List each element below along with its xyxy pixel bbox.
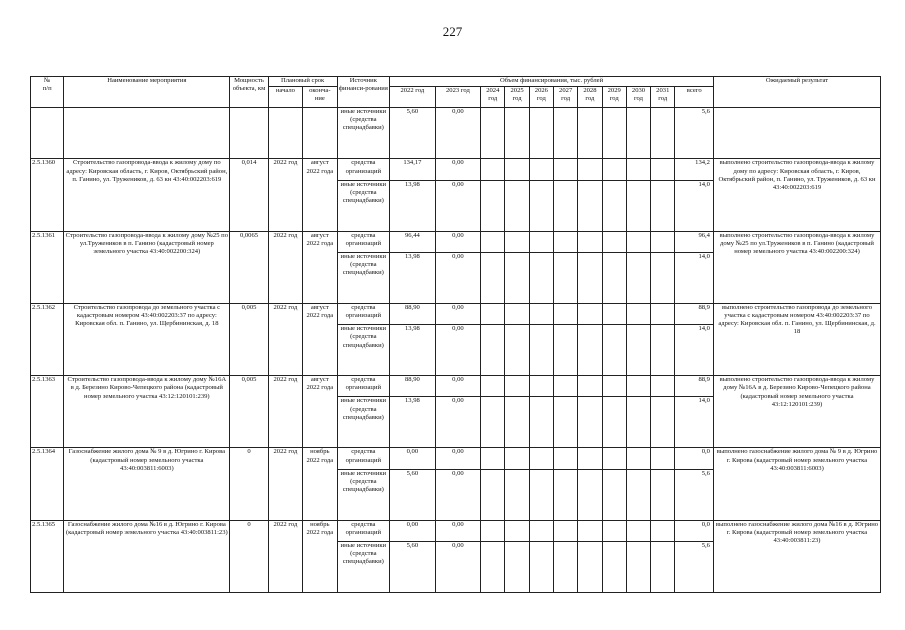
cell-empty (481, 325, 505, 376)
cell-total: 5,6 (675, 541, 714, 592)
header-year: 2027 год (554, 87, 578, 107)
cell-end: август 2022 года (303, 159, 337, 231)
cell-empty (481, 376, 505, 397)
cell-source: средства организаций (337, 520, 390, 541)
cell-value-2023: 0,00 (435, 397, 481, 448)
cell-value-2022: 88,90 (390, 376, 436, 397)
header-start: начало (268, 87, 302, 107)
cell-id: 2.5.1364 (31, 448, 64, 520)
cell-empty (578, 520, 602, 541)
table-row (31, 159, 881, 180)
header-year: 2030 год (626, 87, 650, 107)
cell-value-2022: 0,00 (390, 448, 436, 469)
header-year: 2025 год (505, 87, 529, 107)
cell-name: Строительство газопровода-ввода к жилому дому по адресу: Кировская область, г. Киров, Октябрьский район, п. Ганино, ул. Тружеников, д. 63 кн 43:40:002203:619 (64, 159, 230, 231)
cell-empty (602, 469, 626, 520)
cell-empty (578, 325, 602, 376)
cell-empty (626, 253, 650, 304)
cell-source: средства организаций (337, 376, 390, 397)
cell-source: средства организаций (337, 303, 390, 324)
header-plan-term: Плановый срок (268, 77, 337, 87)
cell-value-2023: 0,00 (435, 303, 481, 324)
cell-empty (554, 325, 578, 376)
table-row (31, 376, 881, 397)
cell-start: 2022 год (268, 303, 302, 375)
header-year: 2023 год (435, 87, 481, 107)
cell-empty (505, 448, 529, 469)
cell-empty (268, 107, 302, 159)
cell-empty (602, 231, 626, 252)
cell-empty (554, 448, 578, 469)
cell-source: средства организаций (337, 159, 390, 180)
cell-empty (651, 448, 675, 469)
cell-value-2022: 88,90 (390, 303, 436, 324)
cell-empty (505, 180, 529, 231)
cell-empty (578, 303, 602, 324)
cell-empty (505, 303, 529, 324)
cell-capacity: 0,005 (230, 303, 268, 375)
cell-empty (529, 520, 553, 541)
cell-empty (651, 253, 675, 304)
cell-start: 2022 год (268, 448, 302, 520)
cell-empty (651, 397, 675, 448)
cell-start: 2022 год (268, 231, 302, 303)
cell-empty (64, 107, 230, 159)
cell-value-2022: 13,98 (390, 397, 436, 448)
header-name: Наименование мероприятия (64, 77, 230, 108)
cell-start: 2022 год (268, 159, 302, 231)
cell-empty (481, 253, 505, 304)
cell-result: выполнено строительство газопровода-ввода к жилому дому №25 по ул.Тружеников в п. Ганино (кадастровый номер земельного участка 43:40:002200:324) (713, 231, 880, 303)
cell-empty (578, 397, 602, 448)
cell-value-2023: 0,00 (435, 231, 481, 252)
cell-capacity: 0 (230, 520, 268, 592)
cell-total: 88,9 (675, 376, 714, 397)
cell-name: Строительство газопровода до земельного участка с кадастровым номером 43:40:002203:37 по адресу: Кировская обл. п. Ганино, ул. Щербининская, д. 18 (64, 303, 230, 375)
header-num: № п/п (31, 77, 64, 108)
cell-empty (554, 180, 578, 231)
cell-empty (481, 520, 505, 541)
cell-start: 2022 год (268, 520, 302, 592)
cell-empty (554, 231, 578, 252)
cell-empty (529, 231, 553, 252)
cell-empty (626, 325, 650, 376)
cell-empty (602, 541, 626, 592)
cell-empty (626, 231, 650, 252)
cell-empty (481, 397, 505, 448)
cell-empty (529, 376, 553, 397)
cell-empty (554, 520, 578, 541)
cell-source: иные источники (средства спецнадбавки) (337, 469, 390, 520)
cell-empty (481, 159, 505, 180)
cell-total: 14,0 (675, 397, 714, 448)
cell-empty (602, 376, 626, 397)
cell-total: 96,4 (675, 231, 714, 252)
cell-empty (651, 231, 675, 252)
table-row (31, 303, 881, 324)
cell-value-2023: 0,00 (435, 520, 481, 541)
page-number: 227 (442, 24, 463, 39)
cell-value-2022: 96,44 (390, 231, 436, 252)
cell-empty (554, 159, 578, 180)
cell-empty (713, 107, 880, 159)
cell-empty (529, 159, 553, 180)
cell-total: 5,6 (675, 107, 714, 159)
cell-empty (481, 541, 505, 592)
cell-name: Строительство газопровода-ввода к жилому дому №25 по ул.Тружеников в п. Ганино (кадастровый номер земельного участка 43:40:002200:324) (64, 231, 230, 303)
cell-value-2023: 0,00 (435, 325, 481, 376)
cell-name: Строительство газопровода-ввода к жилому дому №16А в д. Березино Кирово-Чепецкого района (кадастровый номер земельного участка 43:12:120101:239) (64, 376, 230, 448)
table-row (31, 231, 881, 252)
cell-total: 0,0 (675, 520, 714, 541)
cell-empty (578, 231, 602, 252)
cell-total: 14,0 (675, 325, 714, 376)
cell-value-2022: 5,60 (390, 107, 436, 159)
cell-empty (505, 376, 529, 397)
cell-empty (31, 107, 64, 159)
cell-empty (529, 180, 553, 231)
cell-empty (554, 376, 578, 397)
cell-empty (529, 469, 553, 520)
header-year: 2024 год (481, 87, 505, 107)
cell-empty (651, 180, 675, 231)
cell-value-2023: 0,00 (435, 448, 481, 469)
cell-total: 5,6 (675, 469, 714, 520)
cell-empty (554, 541, 578, 592)
cell-empty (505, 159, 529, 180)
cell-source: иные источники (средства спецнадбавки) (337, 541, 390, 592)
cell-empty (651, 541, 675, 592)
cell-empty (626, 469, 650, 520)
cell-value-2023: 0,00 (435, 376, 481, 397)
cell-empty (554, 253, 578, 304)
cell-empty (529, 397, 553, 448)
cell-total: 14,0 (675, 180, 714, 231)
cell-value-2022: 134,17 (390, 159, 436, 180)
cell-empty (529, 303, 553, 324)
cell-id: 2.5.1360 (31, 159, 64, 231)
cell-empty (626, 303, 650, 324)
cell-empty (529, 253, 553, 304)
cell-end: август 2022 года (303, 231, 337, 303)
header-result: Ожидаемый результат (713, 77, 880, 108)
cell-total: 14,0 (675, 253, 714, 304)
cell-capacity: 0 (230, 448, 268, 520)
cell-empty (626, 520, 650, 541)
cell-result: выполнено строительство газопровода-ввода к жилому дому по адресу: Кировская область, г. Киров, Октябрьский район, п. Ганино, ул. Тружеников, д. 63 кн 43:40:002203:619 (713, 159, 880, 231)
cell-empty (651, 376, 675, 397)
cell-empty (602, 448, 626, 469)
cell-name: Газоснабжение жилого дома №16 в д. Югрино г. Кирова (кадастровый номер земельного участка 43:40:003811:23) (64, 520, 230, 592)
cell-end: ноябрь 2022 года (303, 448, 337, 520)
cell-empty (529, 448, 553, 469)
cell-result: выполнено газоснабжение жилого дома №16 в д. Югрино г. Кирова (кадастровый номер земельного участка 43:40:003811:23) (713, 520, 880, 592)
cell-value-2022: 13,98 (390, 180, 436, 231)
cell-capacity: 0,005 (230, 376, 268, 448)
cell-source: средства организаций (337, 448, 390, 469)
table-row (31, 448, 881, 469)
cell-empty (651, 303, 675, 324)
cell-source: средства организаций (337, 231, 390, 252)
cell-value-2022: 0,00 (390, 520, 436, 541)
cell-empty (529, 325, 553, 376)
cell-name: Газоснабжение жилого дома № 9 в д. Югрино г. Кирова (кадастровый номер земельного участка 43:40:003811:6003) (64, 448, 230, 520)
cell-empty (626, 541, 650, 592)
cell-value-2022: 13,98 (390, 325, 436, 376)
table-row (31, 520, 881, 541)
cell-empty (481, 469, 505, 520)
cell-empty (505, 253, 529, 304)
cell-source: иные источники (средства спецнадбавки) (337, 325, 390, 376)
cell-result: выполнено газоснабжение жилого дома № 9 в д. Югрино г. Кирова (кадастровый номер земельного участка 43:40:003811:6003) (713, 448, 880, 520)
cell-empty (481, 303, 505, 324)
cell-result: выполнено строительство газопровода до земельного участка с кадастровым номером 43:40:002203:37 по адресу: Кировская обл. п. Ганино, ул. Щербининская, д. 18 (713, 303, 880, 375)
cell-value-2022: 5,60 (390, 469, 436, 520)
cell-capacity: 0,014 (230, 159, 268, 231)
cell-total: 0,0 (675, 448, 714, 469)
cell-empty (554, 469, 578, 520)
cell-empty (602, 303, 626, 324)
cell-empty (578, 159, 602, 180)
cell-value-2023: 0,00 (435, 180, 481, 231)
cell-value-2023: 0,00 (435, 159, 481, 180)
cell-empty (481, 180, 505, 231)
cell-total: 88,9 (675, 303, 714, 324)
cell-empty (602, 325, 626, 376)
header-year: 2028 год (578, 87, 602, 107)
header-total: всего (675, 87, 714, 107)
cell-empty (602, 397, 626, 448)
cell-empty (578, 180, 602, 231)
cell-id: 2.5.1363 (31, 376, 64, 448)
cell-empty (230, 107, 268, 159)
cell-empty (578, 448, 602, 469)
cell-value-2023: 0,00 (435, 469, 481, 520)
header-capacity: Мощность объекта, км (230, 77, 268, 108)
cell-empty (602, 253, 626, 304)
header-year: 2022 год (390, 87, 436, 107)
header-funding: Объем финансирования, тыс. рублей (390, 77, 714, 87)
cell-value-2023: 0,00 (435, 107, 481, 159)
cell-empty (651, 520, 675, 541)
cell-value-2023: 0,00 (435, 253, 481, 304)
header-end: оконча-ние (303, 87, 337, 107)
funding-table (30, 76, 881, 593)
cell-empty (554, 303, 578, 324)
cell-id: 2.5.1362 (31, 303, 64, 375)
cell-end: ноябрь 2022 года (303, 520, 337, 592)
cell-empty (626, 180, 650, 231)
cell-empty (505, 469, 529, 520)
cell-empty (651, 325, 675, 376)
cell-empty (481, 231, 505, 252)
cell-capacity: 0,0065 (230, 231, 268, 303)
cell-empty (578, 541, 602, 592)
cell-result: выполнено строительство газопровода-ввода к жилому дому №16А в д. Березино Кирово-Чепецкого района (кадастровый номер земельного участка 43:12:120101:239) (713, 376, 880, 448)
cell-end: август 2022 года (303, 303, 337, 375)
cell-empty (505, 397, 529, 448)
cell-empty (303, 107, 337, 159)
cell-empty (626, 448, 650, 469)
cell-empty (505, 325, 529, 376)
cell-empty (554, 397, 578, 448)
table-row (31, 107, 881, 159)
header-source: Источник финанси-рования (337, 77, 390, 108)
cell-empty (529, 541, 553, 592)
cell-empty (578, 376, 602, 397)
cell-value-2023: 0,00 (435, 541, 481, 592)
cell-value-2022: 5,60 (390, 541, 436, 592)
cell-empty (578, 469, 602, 520)
cell-empty (651, 159, 675, 180)
cell-source: иные источники (средства спецнадбавки) (337, 397, 390, 448)
cell-id: 2.5.1361 (31, 231, 64, 303)
header-year: 2031 год (651, 87, 675, 107)
cell-empty (651, 469, 675, 520)
cell-end: август 2022 года (303, 376, 337, 448)
cell-source: иные источники (средства спецнадбавки) (337, 107, 390, 159)
cell-empty (578, 253, 602, 304)
cell-empty (505, 231, 529, 252)
cell-empty (481, 448, 505, 469)
cell-empty (626, 159, 650, 180)
header-year: 2029 год (602, 87, 626, 107)
cell-empty (505, 541, 529, 592)
cell-source: иные источники (средства спецнадбавки) (337, 253, 390, 304)
cell-id: 2.5.1365 (31, 520, 64, 592)
cell-empty (602, 180, 626, 231)
header-year: 2026 год (529, 87, 553, 107)
cell-empty (602, 520, 626, 541)
cell-source: иные источники (средства спецнадбавки) (337, 180, 390, 231)
cell-empty (602, 159, 626, 180)
cell-value-2022: 13,98 (390, 253, 436, 304)
cell-empty (626, 397, 650, 448)
cell-empty (505, 520, 529, 541)
cell-start: 2022 год (268, 376, 302, 448)
cell-total: 134,2 (675, 159, 714, 180)
cell-empty (626, 376, 650, 397)
